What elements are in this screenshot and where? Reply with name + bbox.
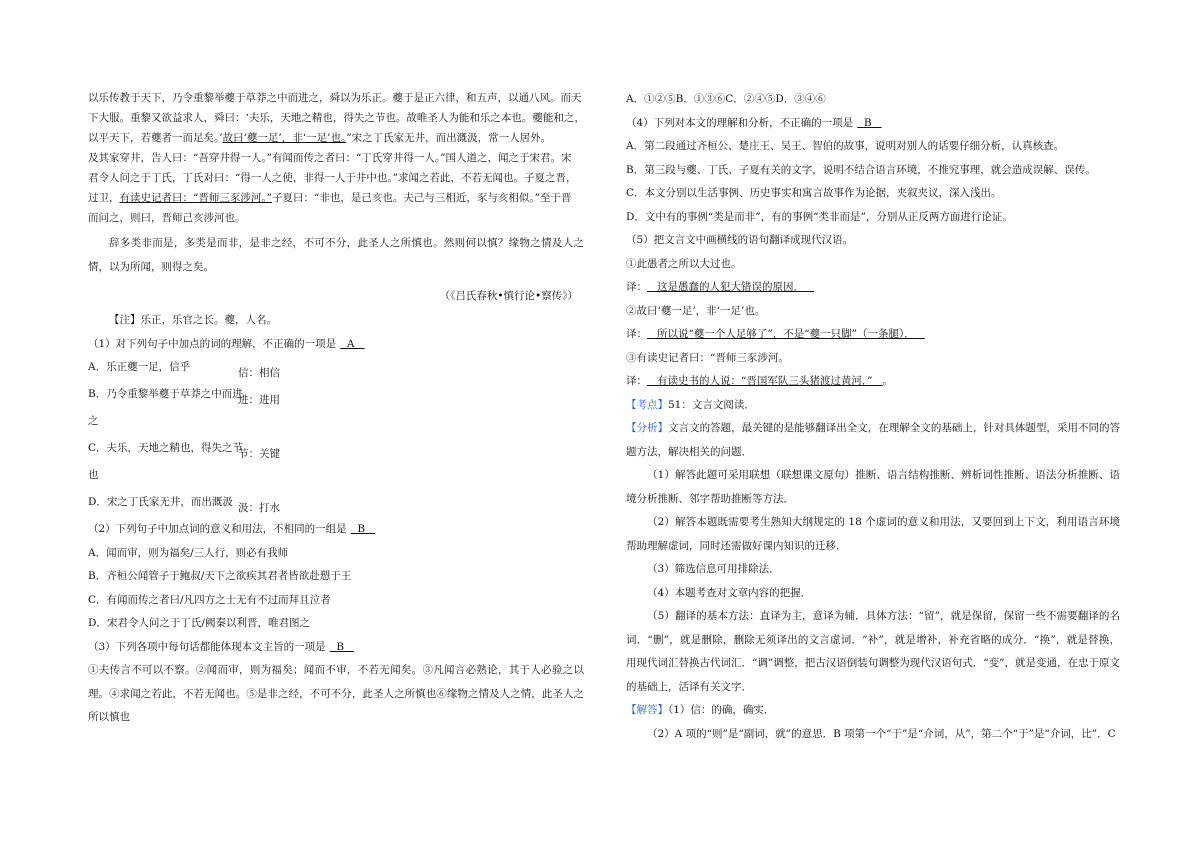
answer-value: B [357,523,366,535]
passage-text: 子夏曰：“非也，是己亥也。夫己与三相近，豕与亥相似。”至于晋 [272,192,572,204]
question-text: （2）下列句子中加点词的意义和用法，不相同的一组是 [88,523,347,535]
option-gloss: 汲：打水 [238,502,280,514]
translation-value: 有读史书的人说：“晋国军队三头猪渡过黄河．” [657,375,873,387]
jieda-tag: 【解答】 [626,704,668,716]
fenxi-tag: 【分析】 [626,422,669,434]
passage-line: 及其家穿井，告人曰：“吾穿井得一人。”有闻而传之者曰：“丁氏穿井得一人。”国人道之，闻之于宋君。宋 [88,152,572,164]
answer-blank [336,338,368,350]
option-row [88,383,584,410]
left-column [88,88,584,730]
option-row: C．本文分别以生活事例、历史事实和寓言故事作为论据，夹叙夹议，深入浅出。 [626,187,1002,199]
question-4-stem [626,112,1120,136]
passage-line: 而问之，则曰，晋师己亥涉河也。 [88,212,246,224]
option-text: A．乐正夔一足，信乎 [88,361,191,373]
analysis-paragraph: （4）本题考查对文章内容的把握． [647,586,812,599]
translation-text [647,328,925,340]
question-1-stem [88,333,584,357]
option-row: B．第三段与夔、丁氏、子夏有关的文字，说明不结合语言环境，不推究事理，就会造成误解、误传。 [626,163,1096,176]
question-text: （1）对下列句子中加点的词的理解，不正确的一项是 [88,337,337,350]
answer-value: A [346,337,355,350]
underlined-sentence: 故曰‘夔一足’，非‘一足’也。 [222,132,347,144]
option-row: A．闻而审，则为福矣/三人行，则必有我师 [88,546,289,559]
answer-value: B [336,640,345,653]
option-text: C．夫乐，天地之精也，得失之节 [88,442,244,454]
analysis-paragraph: （3）筛选信息可用排除法． [647,563,780,575]
answer-blank [326,641,358,653]
fenxi-text: 文言文的答题，最关键的是能够翻译出全文，在理解全文的基础上，针对具体题型，采用不同的答题方法，解决相关的问题． [626,422,1121,458]
option-row: D．文中有的事例“类是而非”，有的事例“类非而是”，分别从正反两方面进行论证。 [626,210,1013,223]
option-row: A．第二段通过齐桓公、楚庄王、吴王、智伯的故事，说明对别人的话要仔细分析，认真核查。 [626,140,1065,152]
option-row: C．有闻而传之者曰/凡四方之士无有不过而拜且泣者 [88,593,331,606]
question-3-body: ①夫传言不可以不察。②闻而审，则为福矣；闻而不审，不若无闻矣。③凡闻言必熟论，其于人必验之以理。④求闻之若此，不若无闻也。⑤是非之经，不可不分，此圣人之所慎也⑥缘物之情及人之情，此圣人之所以慎也 [88,664,584,723]
jieda-text: （1）信：的确，确实． [668,704,775,716]
question-2-stem [88,518,584,542]
option-continuation: 也 [88,469,99,481]
analysis-paragraph: （2）解答本题既需要考生熟知大纲规定的 18 个虚词的意义和用法，又要回到上下文，利用语言环境帮助理解虚词，同时还需做好课内知识的迁移． [626,516,1120,552]
annotation-note: 【注】乐正，乐官之长。夔，人名。 [109,314,277,326]
passage-line: 君令人问之于丁氏，丁氏对曰：“得一人之使，非得一人于井中也。”求闻之若此，不若无闻也。子夏之晋， [88,172,577,184]
translation-value: 所以说“夔一个人足够了”，不是“夔一只脚”（一条腿）． [657,328,915,340]
option-row [88,356,584,383]
jieda-line [626,699,1120,723]
translation-answer [626,370,1120,394]
option-text: D．宋之丁氏家无井，而出溉汲 [88,496,233,508]
option-continuation: 之 [88,415,99,427]
answer-blank [853,117,885,129]
option-row [88,491,584,518]
translation-prefix: 译： [626,375,647,387]
translation-source: ②故曰‘夔一足’，非‘一足’也。 [626,304,766,317]
translation-prefix: 译： [626,281,647,293]
question-3-options: A．①②⑤B．①③⑥C．②④⑤D．③④⑥ [626,93,826,105]
kaodian-tag: 【考点】 [626,398,668,411]
option-text: B．乃令重黎举夔于草莽之中而进 [88,388,243,400]
translation-suffix: 。 [882,375,894,387]
option-row: B．齐桓公闻管子于鲍叔/天下之欲疾其君者皆欲赴愬于王 [88,570,352,582]
question-5-stem: （5）把文言文中画横线的语句翻译成现代汉语。 [626,234,854,246]
translation-source: ①此愚者之所以大过也。 [626,257,742,270]
answer-value: B [863,116,872,129]
passage-text: ”宋之丁氏家无井，而出溉汲，常一人居外。 [346,132,552,144]
kaodian-text: 51：文言文阅读． [668,398,755,411]
option-gloss: 节：关键 [238,448,280,460]
passage-line: 下大服。重黎又欲益求人，舜曰：‘夫乐，天地之精也，得失之节也。故唯圣人为能和乐之本也。夔能和之， [88,112,585,124]
right-column [626,88,1120,746]
answer-explanation: （2）A 项的“则”是“副词，就”的意思．B 项第一个“于”是“介词，从”，第二个“于”是“介词，比”．C [647,727,1116,740]
source-citation: （《吕氏春秋•慎行论•察传》） [439,290,578,302]
passage-line [88,128,584,148]
question-text: （3）下列各项中每句话都能体现本文主旨的一项是 [88,640,326,653]
translation-answer [626,276,1120,300]
answer-blank [347,523,379,535]
kaodian-line [626,394,1120,418]
option-gloss: 进：进用 [238,394,280,406]
passage-paragraph: 辞多类非而是，多类是而非，是非之经，不可不分，此圣人之所慎也。然则何以慎？缘物之情及人之情，以为所闻，则得之矣。 [88,237,584,273]
translation-answer [626,323,1120,347]
translation-source: ③有读史记者曰：“晋师三豕涉河。 [626,351,789,364]
analysis-paragraph: （5）翻译的基本方法：直译为主，意译为辅．具体方法：“留”，就是保留，保留一些不需要翻译的名词．“删”，就是删除，删除无须译出的文言虚词．“补”，就是增补，补充省略的成分．“换”，就是替换，用现代词汇替换古代词汇．“调”调整，把古汉语倒装句调整为现代汉语句式．“变”，就是变通，在忠于原文的基础上，活译有关文字． [626,610,1120,693]
fenxi-paragraph [626,417,1120,464]
passage-line [88,188,584,208]
translation-prefix: 译： [626,328,647,340]
translation-text [647,375,883,387]
option-gloss: 信：相信 [238,367,280,379]
option-row: D．宋君令人问之于丁氏/阙秦以利晋，唯君图之 [88,617,310,629]
passage-line: 以乐传教于天下，乃令重黎举夔于草莽之中而进之，舜以为乐正。夔于是正六律，和五声，以通八风。而天 [88,92,582,104]
passage-text: 以平天下，若夔者一而足矣。’ [88,132,223,144]
passage-text: 过卫， [88,192,120,204]
option-row [88,437,584,464]
translation-text [647,281,814,293]
question-3-stem [88,636,584,660]
underlined-sentence: 有读史记者曰：“晋师三豕涉河。” [119,192,272,204]
translation-value: 这是愚蠢的人犯大错误的原因． [657,281,805,293]
question-text: （4）下列对本文的理解和分析，不正确的一项是 [626,116,854,129]
analysis-paragraph: （1）解答此题可采用联想（联想课文原句）推断、语言结构推断、辨析词性推断、语法分析推断、语境分析推断、邻字帮助推断等方法． [626,469,1120,505]
